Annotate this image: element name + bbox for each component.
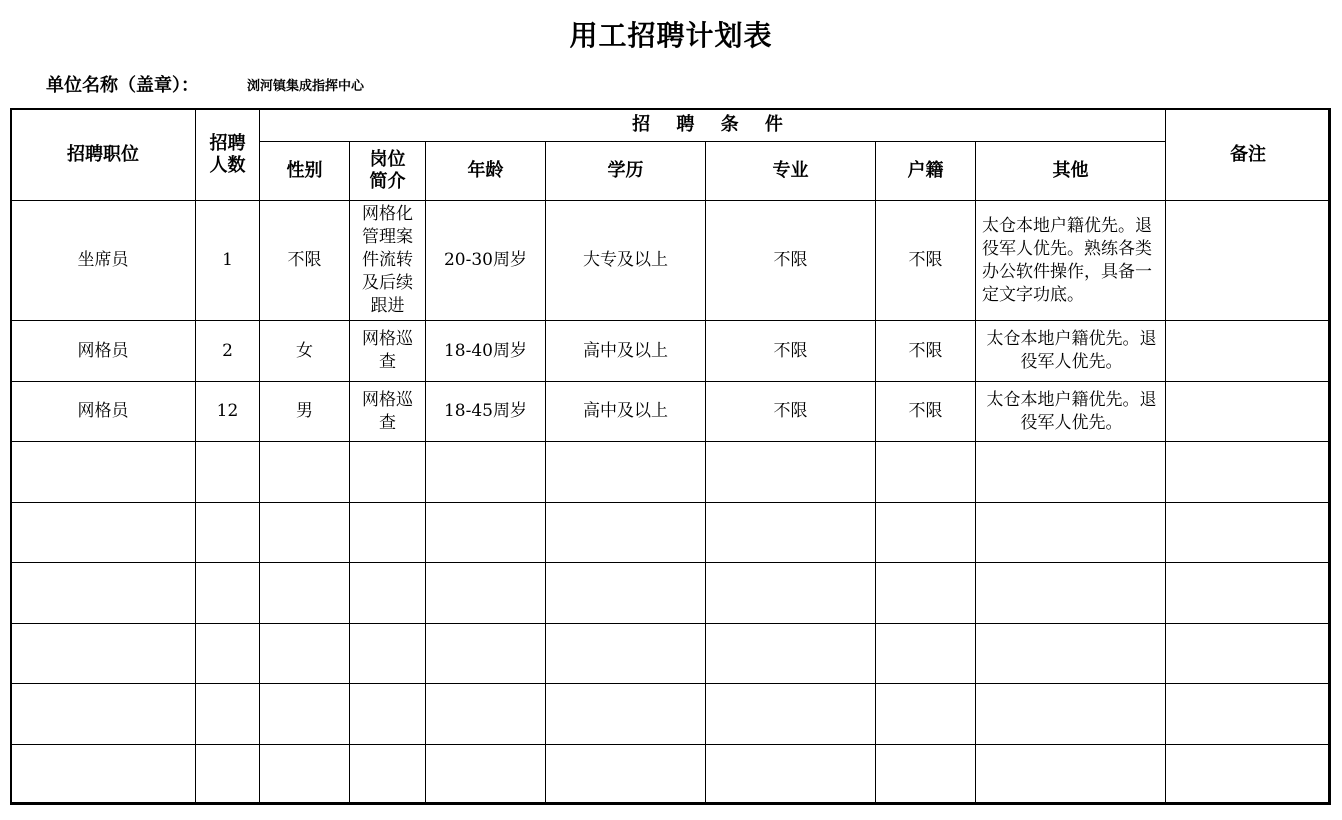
- empty-cell: [546, 442, 706, 503]
- empty-cell: [11, 442, 196, 503]
- cell-major: 不限: [706, 382, 876, 442]
- empty-cell: [706, 563, 876, 624]
- empty-cell: [546, 624, 706, 684]
- cell-description-text: 网格化管理案件流转及后续跟进: [362, 204, 413, 316]
- empty-cell: [260, 442, 350, 503]
- cell-remarks: [1166, 201, 1331, 321]
- empty-cell: [426, 684, 546, 745]
- empty-cell: [196, 503, 260, 563]
- cell-position: 网格员: [11, 321, 196, 382]
- empty-cell: [876, 442, 976, 503]
- empty-cell: [426, 563, 546, 624]
- empty-cell: [706, 684, 876, 745]
- empty-cell: [976, 503, 1166, 563]
- empty-cell: [876, 745, 976, 805]
- cell-description-text: 网格巡查: [362, 329, 413, 372]
- cell-other: [976, 201, 1166, 321]
- empty-table-row: [11, 684, 1331, 745]
- empty-cell: [350, 503, 426, 563]
- empty-cell: [976, 624, 1166, 684]
- empty-cell: [196, 745, 260, 805]
- cell-education: 大专及以上: [546, 201, 706, 321]
- empty-cell: [196, 442, 260, 503]
- cell-age: 20-30周岁: [426, 201, 546, 321]
- empty-cell: [196, 624, 260, 684]
- empty-table-row: [11, 563, 1331, 624]
- cell-other-text: 太仓本地户籍优先。退役军人优先。熟练各类办公软件操作，具备一定文字功底。: [982, 215, 1152, 305]
- header-education: 学历: [546, 142, 706, 201]
- cell-education: 高中及以上: [546, 382, 706, 442]
- cell-other: [976, 321, 1166, 382]
- cell-description-text: 网格巡查: [362, 389, 413, 433]
- header-gender: 性别: [260, 142, 350, 201]
- header-count: [196, 109, 260, 201]
- empty-cell: [260, 563, 350, 624]
- cell-gender: 男: [260, 382, 350, 442]
- empty-cell: [706, 624, 876, 684]
- cell-household: 不限: [876, 321, 976, 382]
- empty-cell: [11, 745, 196, 805]
- empty-cell: [1166, 684, 1331, 745]
- cell-other: [976, 382, 1166, 442]
- cell-major: 不限: [706, 321, 876, 382]
- cell-position: 网格员: [11, 382, 196, 442]
- empty-cell: [196, 563, 260, 624]
- empty-cell: [876, 684, 976, 745]
- empty-cell: [706, 503, 876, 563]
- header-household: 户籍: [876, 142, 976, 201]
- cell-description: [350, 201, 426, 321]
- table-row: [11, 201, 1331, 321]
- cell-gender: 不限: [260, 201, 350, 321]
- recruitment-plan-table: [10, 108, 1331, 805]
- table-row: [11, 321, 1331, 382]
- cell-count: 2: [196, 321, 260, 382]
- empty-cell: [350, 745, 426, 805]
- cell-description: [350, 382, 426, 442]
- empty-cell: [976, 684, 1166, 745]
- cell-count: 12: [196, 382, 260, 442]
- empty-cell: [350, 684, 426, 745]
- empty-cell: [876, 624, 976, 684]
- empty-cell: [426, 745, 546, 805]
- cell-remarks: [1166, 321, 1331, 382]
- header-conditions: 招 聘 条 件: [260, 109, 1166, 142]
- header-count-label: 招聘人数: [209, 132, 246, 176]
- cell-other-text: 太仓本地户籍优先。退役军人优先。: [986, 389, 1157, 433]
- cell-position: 坐席员: [11, 201, 196, 321]
- empty-cell: [196, 684, 260, 745]
- empty-cell: [350, 563, 426, 624]
- empty-cell: [546, 684, 706, 745]
- empty-cell: [546, 745, 706, 805]
- empty-table-row: [11, 503, 1331, 563]
- empty-cell: [1166, 503, 1331, 563]
- empty-cell: [546, 503, 706, 563]
- header-age: 年龄: [426, 142, 546, 201]
- page-title: 用工招聘计划表: [569, 19, 773, 52]
- empty-cell: [976, 442, 1166, 503]
- header-major: 专业: [706, 142, 876, 201]
- header-position: 招聘职位: [11, 109, 196, 201]
- empty-cell: [11, 684, 196, 745]
- unit-name-label: 单位名称（盖章）：: [46, 75, 199, 96]
- empty-cell: [260, 503, 350, 563]
- empty-cell: [976, 563, 1166, 624]
- table-row: [11, 382, 1331, 442]
- empty-cell: [426, 624, 546, 684]
- empty-cell: [1166, 624, 1331, 684]
- cell-remarks: [1166, 382, 1331, 442]
- empty-cell: [706, 745, 876, 805]
- cell-count: 1: [196, 201, 260, 321]
- empty-cell: [876, 563, 976, 624]
- empty-cell: [260, 624, 350, 684]
- empty-table-row: [11, 624, 1331, 684]
- empty-cell: [11, 503, 196, 563]
- empty-cell: [426, 503, 546, 563]
- cell-gender: 女: [260, 321, 350, 382]
- empty-cell: [350, 442, 426, 503]
- header-remarks: 备注: [1166, 109, 1331, 201]
- empty-cell: [876, 503, 976, 563]
- cell-education: 高中及以上: [546, 321, 706, 382]
- empty-cell: [11, 624, 196, 684]
- cell-description: [350, 321, 426, 382]
- empty-cell: [1166, 745, 1331, 805]
- header-other: 其他: [976, 142, 1166, 201]
- header-description: [350, 142, 426, 201]
- unit-row: [46, 72, 364, 96]
- cell-household: 不限: [876, 201, 976, 321]
- cell-other-text: 太仓本地户籍优先。退役军人优先。: [986, 329, 1157, 372]
- empty-cell: [976, 745, 1166, 805]
- empty-cell: [1166, 563, 1331, 624]
- cell-major: 不限: [706, 201, 876, 321]
- unit-name-value: 浏河镇集成指挥中心: [247, 78, 365, 94]
- empty-cell: [1166, 442, 1331, 503]
- empty-cell: [426, 442, 546, 503]
- empty-cell: [350, 624, 426, 684]
- cell-household: 不限: [876, 382, 976, 442]
- cell-age: 18-40周岁: [426, 321, 546, 382]
- header-description-label: 岗位简介: [369, 149, 406, 192]
- empty-cell: [546, 563, 706, 624]
- empty-cell: [11, 563, 196, 624]
- empty-table-row: [11, 745, 1331, 805]
- empty-cell: [260, 684, 350, 745]
- cell-age: 18-45周岁: [426, 382, 546, 442]
- empty-cell: [706, 442, 876, 503]
- empty-cell: [260, 745, 350, 805]
- header-row-top: [11, 109, 1331, 142]
- empty-table-row: [11, 442, 1331, 503]
